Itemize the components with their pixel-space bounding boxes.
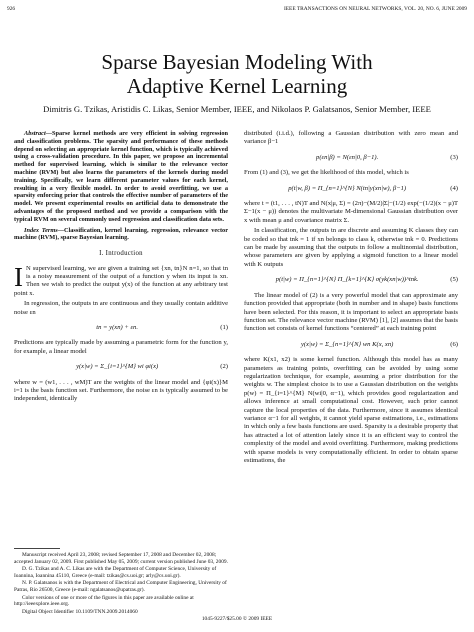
right-paragraph-5: The linear model of (2) is a very powerful model that can approximate any function provided that appropriate (both in number and in shape) basis functions have been selected. For this reason, it is important to select an appropriate basis function set. The relevance vector machine (RVM) [1], [2] assumes that the basis function set consists of kernel functions “centered” at each training point [244,291,458,333]
equation-1-number: (1) [220,324,228,331]
footnote-galatsanos: N. P. Galatsanos is with the Department of Electrical and Computer Engineering, University of Patras, Rio 26500, Greece (e-mail: ngalatsanos@upatras.gr). [14,580,227,593]
equation-4-number: (4) [450,184,458,192]
right-column [244,130,458,467]
paper-title [0,50,474,98]
footnote-manuscript: Manuscript received April 23, 2008; revised September 17, 2008 and December 02, 2008; accepted January 02, 2009. First published May 05, 2009; current version published June 03, 2009. [14,552,228,565]
equation-5-number: (5) [450,276,458,284]
equation-2 [14,363,228,371]
equation-2-body: y(x|w) = Σ_{i=1}^{M} wi φi(x) [76,363,159,371]
abstract-text: Sparse kernel methods are very efficient in solving regression and classification problems. The sparsity and performance of these methods depend on selecting an appropriate kernel function, which is typically achieved using a cross-validation procedure. In this paper, we propose an incremental method for supervised learning, which is similar to the relevance vector machine (RVM) but also learns the parameters of the kernels during model training. Specifically, we learn different parameter values for each kernel, resulting in a very flexible model. In order to avoid overfitting, we use a sparsity enforcing prior that controls the effective number of parameters of the model. We present experimental results on artificial data to demonstrate the advantages of the proposed method and we provide a comparison with the typical RVM on several commonly used regression and classification data sets. [14,130,228,223]
equation-3-body: p(εn|β) = N(εn|0, β−1). [316,153,379,161]
intro-p1-text: N supervised learning, we are given a training set {xn, tn}N n=1, so that tn is a noisy measurement of the output of a function y when its input is xn. Then we wish to predict the output y(x) of the function at any arbitrary test point x. [14,264,228,297]
author-list: Dimitris G. Tzikas, Aristidis C. Likas, Senior Member, IEEE, and Nikolaos P. Galatsanos, Senior Member, IEEE [43,104,431,114]
footnote-tzikas-likas: D. G. Tzikas and A. C. Likas are with the Department of Computer Science, University of Ioannina, Ioannina 45110, Greece (e-mail: tzikas@cs.uoi.gr; arly@cs.uoi.gr). [14,566,217,579]
intro-paragraph-1 [14,261,228,299]
left-column [14,130,228,406]
intro-paragraph-3: Predictions are typically made by assuming a parametric form for the function y, for example, a linear model [14,339,228,355]
right-paragraph-6: where K(x1, x2) is some kernel function. Although this model has as many parameters as training points, overfitting can be avoided by using some regularization technique, for example, assuming a prior distribution for the weights w. The simplest choice is to use a Gaussian distribution on the weights p(w) = Π_{i=1}^{M} N(wi|0, α−1), which provides good regularization and allows inference at small computational cost. However, such prior cannot capture the local properties of the data. Furthermore, since it assumes identical variance α−1 for all weights, it cannot yield sparse estimations, i.e., estimations in which only a few basis functions are used. Sparsity is a desirable property that has attracted a lot of attention lately since it is an efficient way to control the complexity of the model and avoid overfitting. Furthermore, making predictions with sparse models is very computationally efficient. In order to obtain sparse estimations, the [244,356,458,464]
abstract-label: Abstract— [24,130,52,137]
section-heading: I. Introduction [99,250,143,258]
title-line-1: Sparse Bayesian Modeling With [101,50,373,74]
copyright-footer: 1045-9227/$25.00 © 2009 IEEE [201,616,273,622]
footnote-color: Color versions of one or more of the figures in this paper are available online at http://ieeexplore.ieee.org. [14,594,194,608]
equation-4-body: p(t|w, β) = Π_{n=1}^{N} N(tn|y(xn|w), β−1) [288,184,407,192]
page-number: 926 [7,6,16,12]
equation-6 [244,341,458,349]
equation-3-number: (3) [450,153,458,161]
journal-name: IEEE TRANSACTIONS ON NEURAL NETWORKS, VOL. 20, NO. 6, JUNE 2009 [283,6,467,12]
equation-6-body: y(x|w) = Σ_{n=1}^{N} wn K(x, xn) [300,340,394,348]
equation-5 [244,276,458,284]
index-terms-label: Index Terms— [24,226,64,234]
equation-1 [14,324,228,332]
equation-5-body: p(t|w) = Π_{n=1}^{N} Π_{k=1}^{K} σ(yk(xn|w))^tnk. [275,276,419,284]
right-paragraph-3: where t = (t1, . . . , tN)T and N(x|μ, Σ) = (2π)−(M/2)|Σ|−(1/2) exp(−(1/2)(x − μ)T Σ−1(x − μ)) denotes the multivariate M-dimensional Gaussian distribution over x with mean μ and covariance matrix Σ. [244,200,458,224]
footnote-doi: Digital Object Identifier 10.1109/TNN.2009.2014060 [22,608,138,615]
abstract [14,130,228,224]
right-paragraph-1: distributed (i.i.d.), following a Gaussian distribution with zero mean and variance β−1 [244,130,458,146]
right-paragraph-2: From (1) and (3), we get the likelihood of this model, which is [244,169,409,177]
equation-6-number: (6) [450,340,458,348]
intro-paragraph-2: In regression, the outputs tn are continuous and they usually contain additive noise εn [14,300,228,316]
intro-paragraph-4: where w = (w1, . . . , wM)T are the weights of the linear model and {φi(x)}M i=1 is the basis function set. Furthermore, the noise εn is typically assumed to be independent, identically [14,378,228,403]
equation-4 [244,185,458,193]
index-terms-text: Classification, kernel learning, regression, relevance vector machine (RVM), sparse Bayesian learning. [14,226,228,242]
title-line-2: Adaptive Kernel Learning [126,74,348,98]
equation-1-body: tn = y(xn) + εn. [96,324,138,331]
drop-cap: I [14,261,23,292]
index-terms [14,227,228,243]
equation-2-number: (2) [220,363,228,371]
right-paragraph-4: In classification, the outputs tn are discrete and assuming K classes they can be coded so that tnk = 1 if xn belongs to class k, otherwise tnk = 0. Predictions can be made by assuming that the outputs tn follow a multinomial distribution, whose parameters are given by applying a sigmoid function to a linear model with K outputs [244,227,458,268]
equation-3 [244,154,458,162]
footnote-rule [14,548,60,549]
footnotes [14,548,228,616]
